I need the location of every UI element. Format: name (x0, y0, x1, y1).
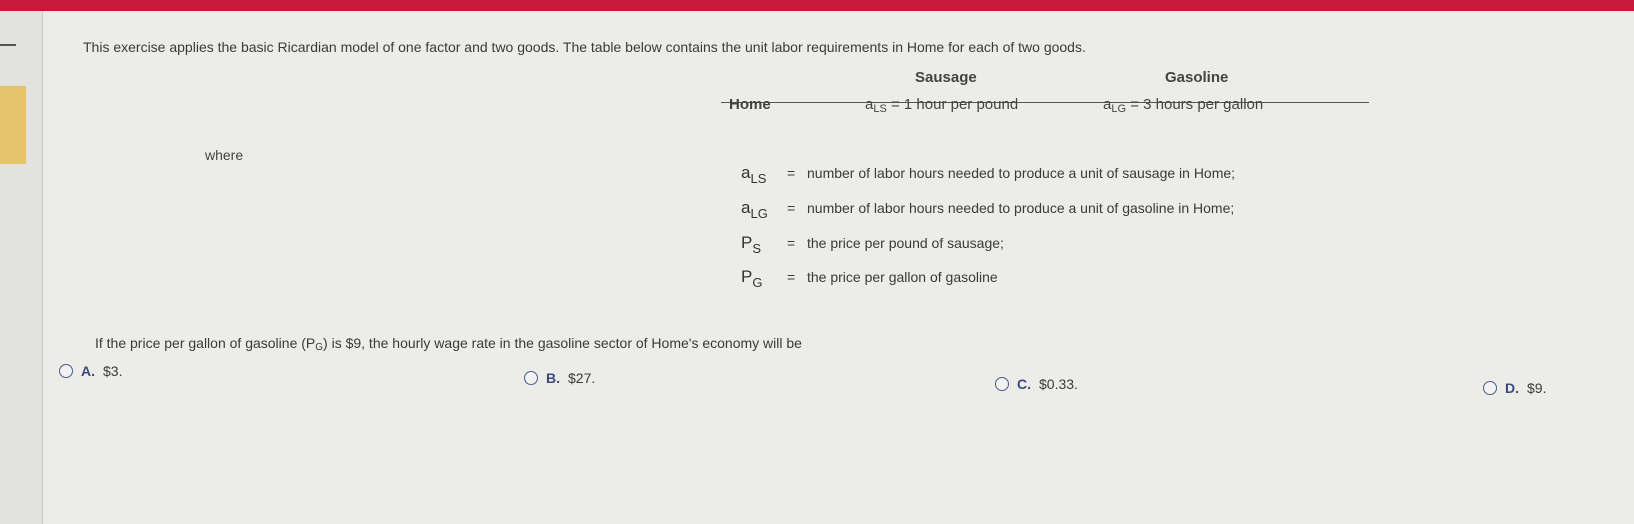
choice-text: $0.33. (1039, 376, 1078, 392)
radio-button-icon[interactable] (1483, 381, 1497, 395)
definition-text: the price per gallon of gasoline (807, 269, 998, 285)
choice-text: $27. (568, 370, 596, 386)
choice-letter: B. (546, 370, 560, 386)
question-text: If the price per gallon of gasoline $(P_G)$ is $9, the hourly wage rate in the gasoline sector of Home's economy will be (95, 335, 802, 353)
table-header-gasoline: Gasoline (1165, 69, 1229, 86)
question-marker-tab[interactable] (0, 86, 26, 164)
choice-b[interactable] (524, 370, 595, 386)
definition-symbol: $P_G$ (741, 267, 763, 290)
definition-symbol: $P_S$ (741, 233, 762, 256)
where-label: where (205, 147, 244, 163)
intro-text: This exercise applies the basic Ricardian model of one factor and two goods. The table below contains the unit labor requirements in Home for each of two goods. (83, 39, 1086, 55)
table-row-label: Home (729, 96, 771, 113)
radio-button-icon[interactable] (524, 371, 538, 385)
table-header-sausage: Sausage (915, 69, 977, 86)
choice-text: $9. (1527, 380, 1547, 396)
question-panel (43, 11, 1634, 524)
definition-equals: = (787, 235, 796, 251)
definition-equals: = (787, 200, 796, 216)
definition-text: number of labor hours needed to produce a unit of sausage in Home; (807, 165, 1236, 181)
definition-symbol: $a_{LS}$ (741, 163, 767, 186)
top-accent-bar (0, 0, 1634, 11)
choice-c[interactable] (995, 376, 1078, 392)
choice-letter: A. (81, 363, 95, 379)
table-cell-sausage: $a_{LS} = 1$ hour per pound (865, 96, 1019, 115)
definition-text: number of labor hours needed to produce a unit of gasoline in Home; (807, 200, 1235, 216)
definition-equals: = (787, 269, 796, 285)
definition-symbol: $a_{LG}$ (741, 198, 768, 221)
radio-button-icon[interactable] (995, 377, 1009, 391)
choice-text: $3. (103, 363, 123, 379)
radio-button-icon[interactable] (59, 364, 73, 378)
choice-letter: D. (1505, 380, 1519, 396)
choice-d[interactable] (1483, 380, 1546, 396)
definition-equals: = (787, 165, 796, 181)
definition-text: the price per pound of sausage; (807, 235, 1004, 251)
collapse-icon[interactable] (0, 44, 16, 46)
choice-a[interactable] (59, 363, 122, 379)
choice-letter: C. (1017, 376, 1031, 392)
table-rule (721, 102, 1369, 103)
table-cell-gasoline: $a_{LG} = 3$ hours per gallon (1103, 96, 1264, 115)
